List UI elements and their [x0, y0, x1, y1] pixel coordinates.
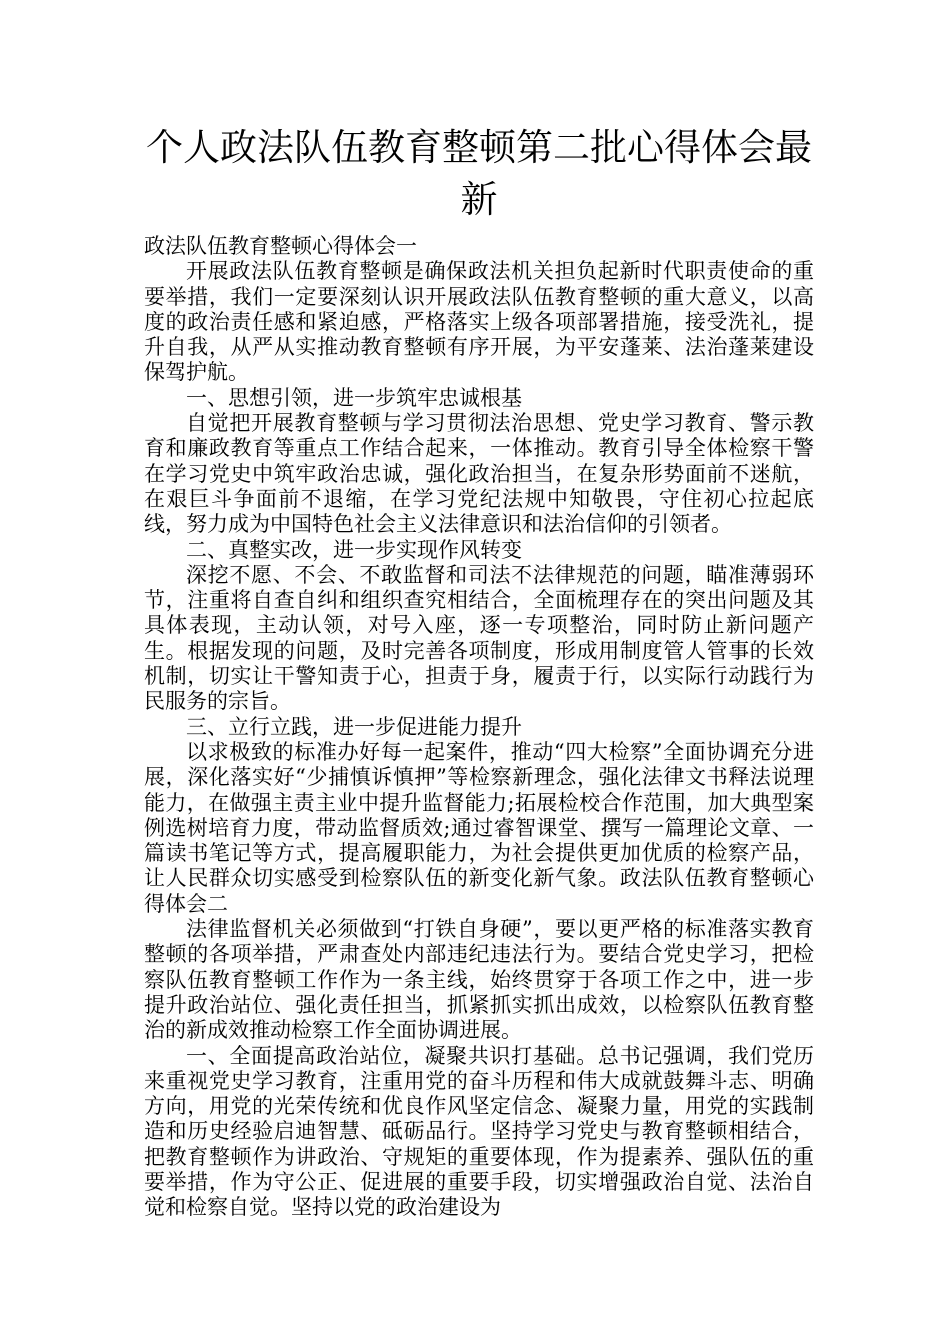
paragraph: 一、全面提高政治站位，凝聚共识打基础。总书记强调，我们党历来重视党史学习教育，注重用党的奋斗历程和伟大成就鼓舞斗志、明确方向，用党的光荣传统和优良作风坚定信念、凝聚力量，用党的实践制造和历史经验启迪智慧、砥砺品行。坚持学习党史与教育整顿相结合，把教育整顿作为讲政治、守规矩的重要体现，作为提素养、强队伍的重要举措，作为守公正、促进展的重要手段，切实增强政治自觉、法治自觉和检察自觉。坚持以党的政治建设为: [144, 1043, 814, 1220]
document-body: [144, 234, 814, 1221]
paragraph: 以求极致的标准办好每一起案件，推动“四大检察”全面协调充分进展，深化落实好“少捕慎诉慎押”等检察新理念，强化法律文书释法说理能力，在做强主责主业中提升监督能力;拓展检校合作范围，加大典型案例选树培育力度，带动监督质效;通过睿智课堂、撰写一篇理论文章、一篇读书笔记等方式，提高履职能力，为社会提供更加优质的检察产品，让人民群众切实感受到检察队伍的新变化新气象。政法队伍教育整顿心得体会二: [144, 739, 814, 916]
paragraph: 自觉把开展教育整顿与学习贯彻法治思想、党史学习教育、警示教育和廉政教育等重点工作结合起来，一体推动。教育引导全体检察干警在学习党史中筑牢政治忠诚，强化政治担当，在复杂形势面前不迷航，在艰巨斗争面前不退缩，在学习党纪法规中知敬畏，守住初心拉起底线，努力成为中国特色社会主义法律意识和法治信仰的引领者。: [144, 411, 814, 537]
paragraph-heading: 二、真整实改，进一步实现作风转变: [186, 537, 522, 562]
paragraph-heading: 三、立行立践，进一步促进能力提升: [186, 714, 522, 739]
document-page: [144, 122, 814, 1221]
document-title: 个人政法队伍教育整顿第二批心得体会最新: [146, 126, 812, 221]
section-heading: 政法队伍教育整顿心得体会一: [144, 234, 417, 258]
paragraph-heading: 一、思想引领，进一步筑牢忠诚根基: [186, 385, 522, 410]
paragraph: 开展政法队伍教育整顿是确保政法机关担负起新时代职责使命的重要举措，我们一定要深刻认识开展政法队伍教育整顿的重大意义，以高度的政治责任感和紧迫感，严格落实上级各项部署措施，接受洗礼，提升自我，从严从实推动教育整顿有序开展，为平安蓬莱、法治蓬莱建设保驾护航。: [144, 259, 814, 385]
paragraph: 深挖不愿、不会、不敢监督和司法不法律规范的问题，瞄准薄弱环节，注重将自查自纠和组织查究相结合，全面梳理存在的突出问题及其具体表现，主动认领，对号入座，逐一专项整治，同时防止新问题产生。根据发现的问题，及时完善各项制度，形成用制度管人管事的长效机制，切实让干警知责于心，担责于身，履责于行，以实际行动践行为民服务的宗旨。: [144, 562, 814, 714]
paragraph: 法律监督机关必须做到“打铁自身硬”，要以更严格的标准落实教育整顿的各项举措，严肃查处内部违纪违法行为。要结合党史学习，把检察队伍教育整顿工作作为一条主线，始终贯穿于各项工作之中，进一步提升政治站位、强化责任担当，抓紧抓实抓出成效，以检察队伍教育整治的新成效推动检察工作全面协调进展。: [144, 917, 814, 1043]
